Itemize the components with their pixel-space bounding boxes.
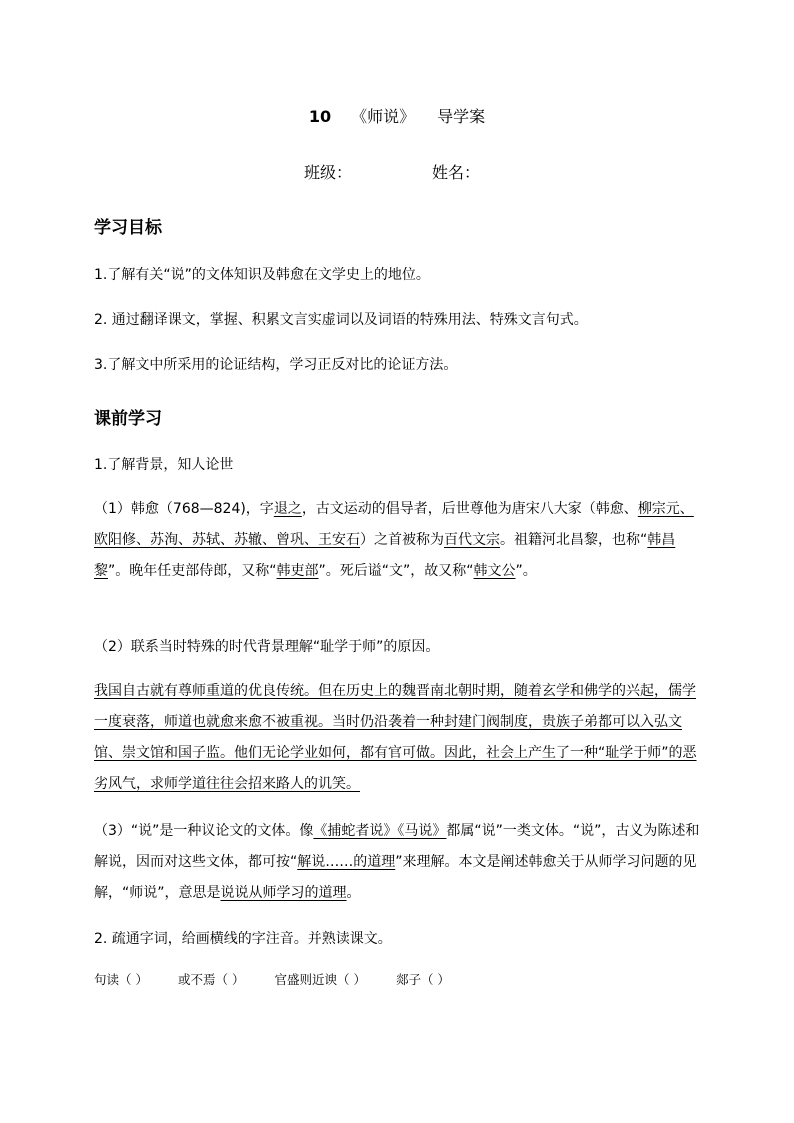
title-wengong: 韩文公: [473, 563, 516, 579]
title-libu: 韩吏部: [276, 563, 319, 579]
courtesy-name: 退之: [273, 501, 302, 517]
lesson-number: 10: [308, 107, 332, 126]
vocab-item-title: 2. 疏通字词，给画横线的字注音。并熟读课文。: [94, 931, 392, 947]
class-label: 班级：: [304, 163, 353, 182]
title-baidai: 百代文宗: [444, 532, 500, 548]
name-label: 姓名：: [432, 163, 481, 182]
lesson-work: 《师说》: [351, 107, 416, 126]
han-yu-paragraph: （1）韩愈（768—824)，字退之，古文运动的倡导者，后世尊他为唐宋八大家（韩愈、柳宗元、欧阳修、苏洵、苏轼、苏辙、曾巩、王安石）之首被称为百代文宗。祖籍河北昌黎，也称“韩昌黎”。晚年任吏部侍郎，又称“韩吏部”。死后谥“文”，故又称“韩文公”。: [94, 501, 694, 579]
genre-examples: 《捕蛇者说》《马说》: [313, 823, 447, 839]
goal-item-1: 1.了解有关“说”的文体知识及韩愈在文学史上的地位。: [94, 267, 430, 283]
preview-heading: 课前学习: [94, 409, 162, 429]
pinyin-blank-tanzi[interactable]: 郯子（ ）: [395, 972, 450, 987]
goals-heading: 学习目标: [94, 218, 162, 238]
pinyin-row: [94, 970, 480, 988]
background-answer: 我国自古就有尊师重道的优良传统。但在历史上的魏晋南北朝时期，随着玄学和佛学的兴起，儒学一度衰落，师道也就愈来愈不被重视。当时仍沿袭着一种封建门阀制度，贵族子弟都可以入弘文馆、崇文馆和国子监。他们无论学业如何，都有官可做。因此，社会上产生了一种“耻学于师”的恶劣风气，求师学道往往会招来路人的讥笑。: [94, 683, 697, 792]
goal-item-3: 3.了解文中所采用的论证结构，学习正反对比的论证方法。: [94, 357, 458, 373]
genre-meaning: 解说……的道理: [297, 854, 396, 870]
title-changli: 韩昌黎: [94, 532, 676, 579]
title-meaning: 说说从师学习的道理: [220, 885, 347, 901]
lesson-type: 导学案: [437, 107, 486, 126]
shuo-genre-paragraph: （3）“说”是一种议论文的文体。像《捕蛇者说》《马说》都属“说”一类文体。“说”，古义为陈述和解说，因而对这些文体，都可按“解说……的道理”来理解。本文是阐述韩愈关于从师学习问题的见解，“师说”，意思是说说从师学习的道理。: [94, 823, 700, 901]
pinyin-blank-foufou[interactable]: 或不焉（ ）: [177, 972, 245, 987]
document-title: [0, 104, 794, 127]
goal-item-2: 2. 通过翻译课文，掌握、积累文言实虚词以及词语的特殊用法、特殊文言句式。: [94, 312, 588, 328]
student-info: [304, 160, 480, 183]
eight-masters: 柳宗元、欧阳修、苏洵、苏轼、苏辙、曾巩、王安石: [94, 501, 694, 548]
background-item-title: 1.了解背景，知人论世: [94, 457, 234, 473]
pinyin-blank-judou[interactable]: 句读（ ）: [94, 972, 148, 987]
pinyin-blank-yu[interactable]: 官盛则近谀（ ）: [274, 972, 366, 987]
background-question: （2）联系当时特殊的时代背景理解“耻学于师”的原因。: [94, 639, 440, 655]
